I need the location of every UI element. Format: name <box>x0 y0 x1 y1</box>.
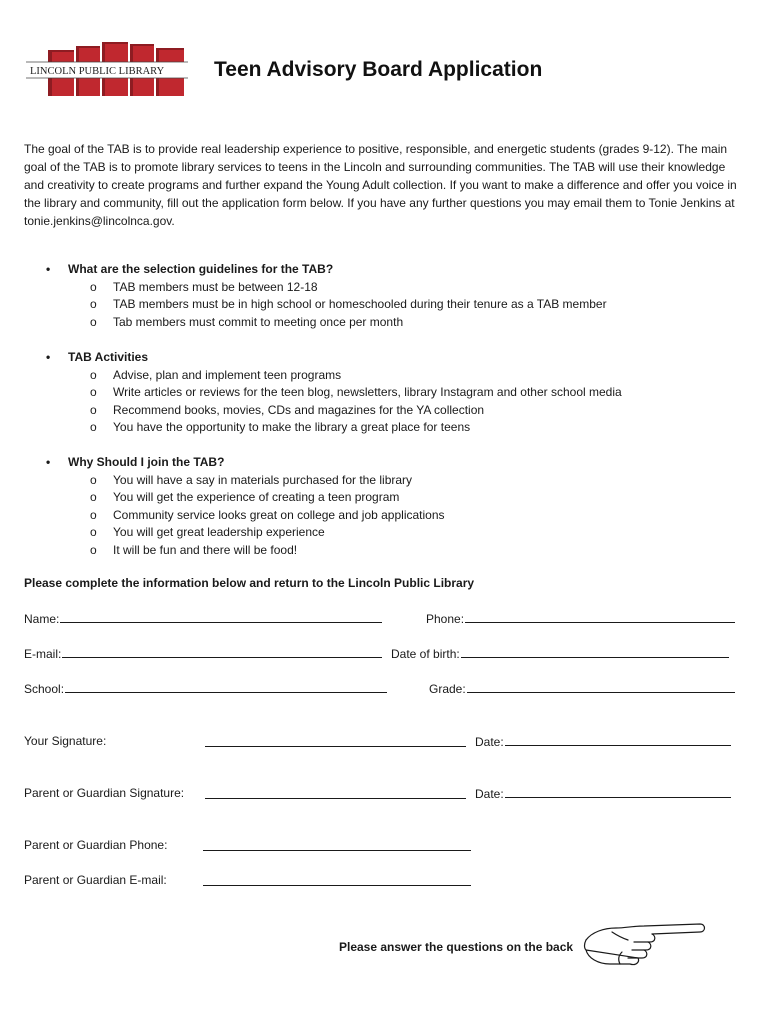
list-item-text: You have the opportunity to make the library a great place for teens <box>113 420 471 434</box>
form-instructions: Please complete the information below and return to the Lincoln Public Library <box>24 576 475 590</box>
bullet-heading <box>24 349 748 367</box>
bullet-icon: • <box>46 455 51 469</box>
parent-phone-input-line[interactable] <box>203 838 471 851</box>
date-label: Date: <box>475 735 504 749</box>
library-logo <box>26 40 198 98</box>
parent-phone-label: Parent or Guardian Phone: <box>24 838 168 852</box>
signature-label: Your Signature: <box>24 734 107 748</box>
signature-date-input-line[interactable] <box>505 733 731 746</box>
name-label: Name: <box>24 612 60 626</box>
list-item <box>24 542 748 560</box>
section-heading: TAB Activities <box>68 350 149 364</box>
why-join-section <box>24 454 748 559</box>
pointing-hand-icon <box>582 920 708 968</box>
list-item <box>24 507 748 525</box>
phone-input-line[interactable] <box>465 610 735 623</box>
dob-label: Date of birth: <box>391 647 460 661</box>
list-item-text: Tab members must commit to meeting once per month <box>113 314 404 329</box>
bullet-heading <box>24 454 748 472</box>
guidelines-section <box>24 261 748 331</box>
sub-bullet-icon: o <box>90 402 97 417</box>
list-item <box>24 419 748 437</box>
email-field[interactable] <box>24 645 382 662</box>
intro-paragraph: The goal of the TAB is to provide real leadership experience to positive, responsible, and energetic students (grades 9-12). The main goal of the TAB is to promote library services to teens in the Lincoln and surrounding communities. The TAB will use their knowledge and creativity to create programs and further expand the Young Adult collection. If you want to make a difference and offer you voice in the library and community, fill out the application form below. If you have any further questions you may email them to Tonie Jenkins at tonie.jenkins@lincolnca.gov. <box>24 142 737 228</box>
email-label: E-mail: <box>24 647 62 661</box>
school-input-line[interactable] <box>65 680 387 693</box>
name-input-line[interactable] <box>60 610 382 623</box>
list-item-text: Recommend books, movies, CDs and magazines for the YA collection <box>113 402 485 417</box>
grade-input-line[interactable] <box>467 680 735 693</box>
list-item-text: TAB members must be in high school or homeschooled during their tenure as a TAB member <box>113 297 607 311</box>
sub-bullet-icon: o <box>90 279 97 294</box>
date-label: Date: <box>475 787 504 801</box>
grade-label: Grade: <box>429 682 466 696</box>
sub-bullet-icon: o <box>90 314 97 329</box>
list-item-text: It will be fun and there will be food! <box>113 542 298 557</box>
closing-note: Please answer the questions on the back <box>339 940 574 954</box>
list-item <box>24 296 748 314</box>
list-item-text: Community service looks great on college and job applications <box>113 507 445 522</box>
logo-text: LINCOLN PUBLIC LIBRARY <box>30 66 165 77</box>
school-field[interactable] <box>24 680 387 697</box>
sub-bullet-icon: o <box>90 472 97 487</box>
signature-input-line[interactable] <box>205 734 466 747</box>
email-input-line[interactable] <box>62 645 382 658</box>
parent-signature-label: Parent or Guardian Signature: <box>24 786 185 800</box>
bullet-heading <box>24 261 748 279</box>
parent-date-input-line[interactable] <box>505 785 731 798</box>
parent-date-field[interactable] <box>475 785 731 802</box>
sub-bullet-icon: o <box>90 507 97 522</box>
list-item <box>24 384 748 402</box>
phone-label: Phone: <box>426 612 465 626</box>
sub-bullet-icon: o <box>90 542 97 557</box>
signature-date-field[interactable] <box>475 733 731 750</box>
section-heading: What are the selection guidelines for the TAB? <box>68 262 334 276</box>
sub-bullet-icon: o <box>90 367 97 382</box>
page-title: Teen Advisory Board Application <box>214 58 543 81</box>
list-item-text: Advise, plan and implement teen programs <box>113 367 342 382</box>
bullet-icon: • <box>46 350 51 364</box>
list-item-text: You will have a say in materials purchased for the library <box>113 472 413 487</box>
phone-field[interactable] <box>426 610 735 627</box>
sub-bullet-icon: o <box>90 420 97 434</box>
list-item <box>24 367 748 385</box>
list-item <box>24 472 748 490</box>
list-item <box>24 489 748 507</box>
list-item-text: You will get the experience of creating a teen program <box>113 490 400 504</box>
parent-email-input-line[interactable] <box>203 873 471 886</box>
name-field[interactable] <box>24 610 382 627</box>
school-label: School: <box>24 682 65 696</box>
grade-field[interactable] <box>429 680 735 697</box>
list-item <box>24 524 748 542</box>
bullet-icon: • <box>46 262 51 276</box>
list-item-text: You will get great leadership experience <box>113 525 325 539</box>
sub-bullet-icon: o <box>90 385 97 399</box>
dob-input-line[interactable] <box>461 645 729 658</box>
activities-section <box>24 349 748 437</box>
parent-email-label: Parent or Guardian E-mail: <box>24 873 167 887</box>
section-heading: Why Should I join the TAB? <box>68 455 225 469</box>
dob-field[interactable] <box>391 645 729 662</box>
sub-bullet-icon: o <box>90 525 97 539</box>
parent-signature-input-line[interactable] <box>205 786 466 799</box>
list-item <box>24 402 748 420</box>
list-item-text: Write articles or reviews for the teen blog, newsletters, library Instagram and other school media <box>113 385 622 399</box>
list-item <box>24 279 748 297</box>
sub-bullet-icon: o <box>90 297 97 311</box>
list-item-text: TAB members must be between 12-18 <box>113 279 318 294</box>
sub-bullet-icon: o <box>90 490 97 504</box>
list-item <box>24 314 748 332</box>
